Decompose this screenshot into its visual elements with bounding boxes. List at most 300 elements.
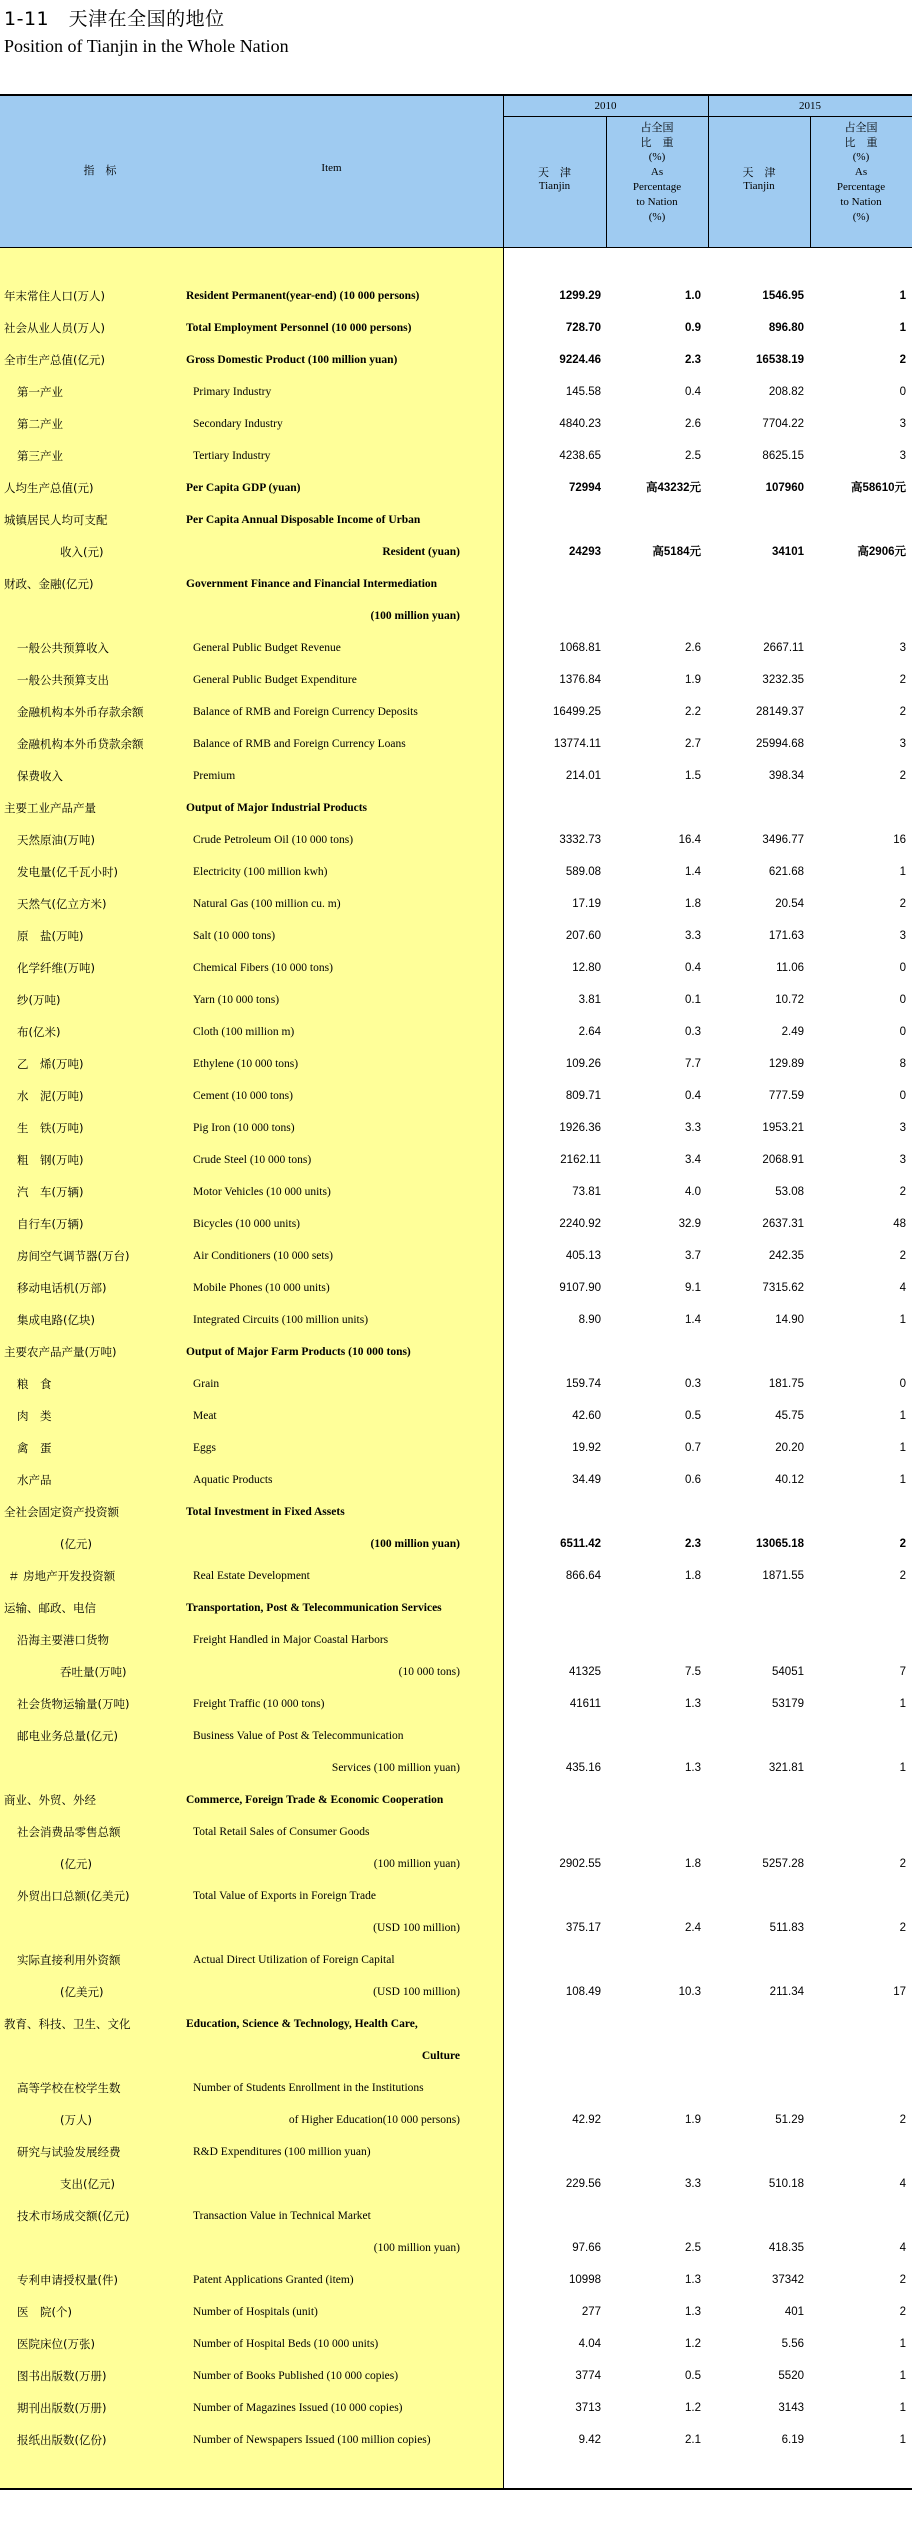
item-en: (USD 100 million) (373, 1922, 460, 1934)
item-en: Number of Magazines Issued (10 000 copies) (193, 2402, 403, 2414)
value-2015: 510.18 (768, 2178, 804, 2190)
value-2015: 2637.31 (762, 1218, 804, 1230)
indicator-cn: 报纸出版数(亿份) (17, 2433, 107, 2447)
table-row (0, 1464, 912, 1496)
table-row (0, 344, 912, 376)
table-row (0, 792, 912, 824)
value-2010: 13774.11 (553, 738, 601, 750)
indicator-cn: 生 铁(万吨) (17, 1121, 84, 1135)
value-2010: 16499.25 (553, 706, 601, 718)
value-2015: 777.59 (768, 1090, 804, 1102)
indicator-cn: 外贸出口总额(亿美元) (17, 1889, 130, 1903)
item-en: Total Retail Sales of Consumer Goods (193, 1826, 370, 1838)
share-2015: 1 (899, 2402, 906, 2414)
indicator-cn: 纱(万吨) (17, 993, 61, 1007)
table-row (0, 1016, 912, 1048)
table-row (0, 1528, 912, 1560)
item-en: Total Employment Personnel (10 000 persons) (186, 322, 412, 334)
indicator-cn: 房间空气调节器(万台) (17, 1249, 130, 1263)
item-en: Resident (yuan) (382, 546, 460, 558)
table-row (0, 1176, 912, 1208)
header-tianjin-2010: 天 津 Tianjin (538, 166, 571, 192)
share-2010: 4.0 (685, 1186, 701, 1198)
item-en: Salt (10 000 tons) (193, 930, 276, 942)
table-row (0, 2200, 912, 2232)
item-en: Freight Traffic (10 000 tons) (193, 1698, 325, 1710)
value-2015: 3496.77 (762, 834, 804, 846)
item-en: Services (100 million yuan) (331, 1762, 460, 1774)
value-2010: 109.26 (565, 1058, 601, 1070)
value-2010: 2.64 (578, 1026, 601, 1038)
table-row (0, 1624, 912, 1656)
value-2010: 19.92 (572, 1442, 601, 1454)
value-2015: 7315.62 (762, 1282, 804, 1294)
item-en: (USD 100 million) (373, 1986, 460, 1998)
item-en: (100 million yuan) (370, 1538, 460, 1550)
share-2015: 0 (899, 994, 906, 1006)
value-2010: 159.74 (565, 1378, 601, 1390)
value-2015: 45.75 (775, 1410, 804, 1422)
share-2010: 1.3 (685, 1698, 701, 1710)
value-2015: 28149.37 (756, 706, 804, 718)
header-share-2015: 占全国 比 重 (%) As Percentage to Nation (%) (836, 121, 886, 223)
value-2010: 809.71 (565, 1090, 601, 1102)
item-en: Air Conditioners (10 000 sets) (193, 1250, 333, 1262)
table-row (0, 2264, 912, 2296)
share-2010: 1.9 (685, 674, 701, 686)
share-2010: 2.5 (685, 450, 701, 462)
table-row (0, 1720, 912, 1752)
item-en: (10 000 tons) (398, 1666, 460, 1678)
item-en: Commerce, Foreign Trade & Economic Cooperation (186, 1794, 444, 1806)
share-2015: 17 (893, 1986, 906, 1998)
header-indicator: 指 标 (83, 164, 117, 177)
share-2015: 7 (899, 1666, 906, 1678)
share-2015: 3 (899, 1154, 906, 1166)
value-2010: 1926.36 (559, 1122, 601, 1134)
share-2010: 2.3 (685, 1538, 701, 1550)
value-2015: 25994.68 (756, 738, 804, 750)
table-row (0, 600, 912, 632)
share-2010: 高43232元 (646, 482, 701, 494)
item-en: Aquatic Products (193, 1474, 273, 1486)
indicator-cn: 移动电话机(万部) (17, 1281, 107, 1295)
share-2010: 1.0 (685, 290, 701, 302)
indicator-cn: 自行车(万辆) (17, 1217, 84, 1231)
value-2015: 2667.11 (763, 642, 804, 654)
value-2015: 11.06 (776, 962, 804, 974)
item-en: Primary Industry (193, 386, 272, 398)
indicator-cn: 禽 蛋 (17, 1441, 52, 1455)
value-2010: 1376.84 (559, 674, 601, 686)
value-2010: 4238.65 (559, 450, 601, 462)
value-2015: 20.20 (775, 1442, 804, 1454)
table-row (0, 1592, 912, 1624)
value-2015: 2.49 (781, 1026, 804, 1038)
value-2015: 321.81 (768, 1762, 804, 1774)
indicator-cn: 集成电路(亿块) (17, 1313, 95, 1327)
table-row (0, 920, 912, 952)
item-en: Culture (421, 2050, 460, 2062)
indicator-cn: 社会货物运输量(万吨) (17, 1697, 130, 1711)
value-2015: 53.08 (775, 1186, 804, 1198)
table-row (0, 1048, 912, 1080)
share-2015: 2 (899, 2114, 906, 2126)
table-row (0, 280, 912, 312)
share-2010: 0.4 (685, 1090, 701, 1102)
value-2010: 214.01 (565, 770, 601, 782)
indicator-cn: 社会消费品零售总额 (17, 1825, 121, 1839)
item-en: Tertiary Industry (193, 450, 271, 462)
item-en: Pig Iron (10 000 tons) (193, 1122, 295, 1134)
value-2015: 16538.19 (756, 354, 804, 366)
item-en: Bicycles (10 000 units) (193, 1218, 300, 1230)
item-en: Transportation, Post & Telecommunication Services (186, 1602, 442, 1614)
value-2010: 41325 (569, 1666, 601, 1678)
table-row (0, 1368, 912, 1400)
share-2015: 3 (899, 450, 906, 462)
item-en: General Public Budget Expenditure (193, 674, 357, 686)
share-2015: 3 (899, 1122, 906, 1134)
item-en: Secondary Industry (193, 418, 283, 430)
indicator-cn: 粗 钢(万吨) (17, 1153, 84, 1167)
item-en: Cement (10 000 tons) (193, 1090, 293, 1102)
value-2015: 51.29 (775, 2114, 804, 2126)
indicator-cn: 布(亿米) (17, 1025, 61, 1039)
share-2015: 1 (899, 2338, 906, 2350)
share-2010: 3.4 (685, 1154, 701, 1166)
table-row (0, 2168, 912, 2200)
indicator-cn: 研究与试验发展经费 (17, 2145, 121, 2159)
item-en: Electricity (100 million kwh) (193, 866, 328, 878)
share-2010: 1.8 (685, 1570, 701, 1582)
item-en: Total Value of Exports in Foreign Trade (193, 1890, 376, 1902)
value-2010: 2902.55 (559, 1858, 601, 1870)
indicator-cn: 粮 食 (17, 1377, 52, 1391)
share-2015: 2 (899, 1250, 906, 1262)
value-2015: 896.80 (768, 322, 804, 334)
value-2010: 207.60 (565, 930, 601, 942)
share-2015: 高58610元 (851, 482, 906, 494)
table-row (0, 408, 912, 440)
indicator-cn: 吞吐量(万吨) (60, 1665, 127, 1679)
value-2010: 9107.90 (559, 1282, 601, 1294)
item-en: Education, Science & Technology, Health Care, (186, 2018, 418, 2030)
share-2015: 1 (899, 290, 906, 302)
indicator-cn: 第二产业 (17, 417, 63, 431)
indicator-cn: 化学纤维(万吨) (17, 961, 95, 975)
table-row (0, 1976, 912, 2008)
value-2010: 229.56 (565, 2178, 601, 2190)
indicator-cn: 城镇居民人均可支配 (4, 513, 108, 527)
share-2010: 1.4 (685, 866, 701, 878)
header-year-2010: 2010 (594, 100, 617, 112)
value-2010: 375.17 (565, 1922, 601, 1934)
share-2010: 32.9 (678, 1218, 701, 1230)
item-en: Output of Major Farm Products (10 000 tons) (186, 1346, 411, 1358)
share-2010: 1.3 (685, 2274, 701, 2286)
indicator-cn: 第三产业 (17, 449, 63, 463)
share-2010: 10.3 (678, 1986, 701, 1998)
item-en: Eggs (193, 1442, 216, 1454)
table-row (0, 2328, 912, 2360)
table-row (0, 440, 912, 472)
value-2015: 5257.28 (762, 1858, 804, 1870)
share-2010: 1.3 (685, 2306, 701, 2318)
table-row (0, 1336, 912, 1368)
value-2015: 171.63 (768, 930, 804, 942)
indicator-cn: 主要农产品产量(万吨) (4, 1345, 117, 1359)
share-2015: 3 (899, 418, 906, 430)
value-2010: 24293 (569, 546, 601, 558)
indicator-cn: 邮电业务总量(亿元) (17, 1729, 118, 1743)
value-2015: 208.82 (768, 386, 804, 398)
table-row (0, 2136, 912, 2168)
item-en: Number of Newspapers Issued (100 million copies) (193, 2434, 431, 2446)
indicator-cn: 水 泥(万吨) (17, 1089, 84, 1103)
table-row (0, 1208, 912, 1240)
indicator-cn: 实际直接利用外资额 (17, 1953, 121, 1967)
share-2010: 3.7 (685, 1250, 701, 1262)
value-2010: 2162.11 (560, 1154, 601, 1166)
item-en: Number of Hospitals (unit) (193, 2306, 318, 2318)
share-2015: 48 (893, 1218, 906, 1230)
item-en: Total Investment in Fixed Assets (186, 1506, 345, 1518)
table-row (0, 856, 912, 888)
share-2010: 2.5 (685, 2242, 701, 2254)
value-2010: 108.49 (565, 1986, 601, 1998)
table-row (0, 1752, 912, 1784)
indicator-cn: 期刊出版数(万册) (17, 2401, 107, 2415)
indicator-cn: 汽 车(万辆) (17, 1185, 84, 1199)
table-row (0, 728, 912, 760)
share-2015: 0 (899, 1378, 906, 1390)
indicator-cn: 金融机构本外币贷款余额 (17, 737, 144, 751)
item-en: Cloth (100 million m) (193, 1026, 295, 1038)
table-row (0, 1560, 912, 1592)
indicator-cn: 全社会固定资产投资额 (4, 1505, 119, 1519)
indicator-cn: 收入(元) (60, 545, 104, 559)
share-2010: 1.8 (685, 1858, 701, 1870)
value-2010: 42.60 (572, 1410, 601, 1422)
value-2015: 7704.22 (762, 418, 804, 430)
table-body (0, 248, 912, 2456)
value-2010: 3332.73 (559, 834, 601, 846)
table-row (0, 472, 912, 504)
share-2015: 2 (899, 2274, 906, 2286)
statistics-table (0, 94, 912, 2490)
indicator-cn: 第一产业 (17, 385, 63, 399)
table-row (0, 1272, 912, 1304)
indicator-cn: 天然原油(万吨) (17, 833, 95, 847)
share-2010: 3.3 (685, 2178, 701, 2190)
indicator-cn: 乙 烯(万吨) (17, 1057, 84, 1071)
table-title-cn: 1-11 天津在全国的地位 (4, 8, 225, 30)
indicator-cn: 运输、邮政、电信 (4, 1601, 96, 1615)
item-en: Actual Direct Utilization of Foreign Capital (193, 1954, 395, 1966)
table-row (0, 632, 912, 664)
value-2015: 511.83 (769, 1922, 804, 1934)
value-2015: 211.34 (769, 1986, 804, 1998)
table-row (0, 1496, 912, 1528)
table-row (0, 2360, 912, 2392)
share-2015: 1 (899, 1410, 906, 1422)
share-2010: 1.9 (685, 2114, 701, 2126)
table-row (0, 2008, 912, 2040)
indicator-cn: 人均生产总值(元) (4, 481, 94, 495)
item-en: Number of Hospital Beds (10 000 units) (193, 2338, 379, 2350)
value-2010: 41611 (569, 1698, 601, 1710)
share-2010: 高5184元 (652, 546, 701, 558)
value-2010: 3.81 (578, 994, 601, 1006)
share-2010: 0.5 (685, 2370, 701, 2382)
share-2015: 1 (899, 866, 906, 878)
share-2015: 2 (899, 1570, 906, 1582)
share-2010: 1.4 (685, 1314, 701, 1326)
value-2010: 1299.29 (559, 290, 601, 302)
share-2015: 1 (899, 1474, 906, 1486)
table-row (0, 824, 912, 856)
item-en: Motor Vehicles (10 000 units) (193, 1186, 331, 1198)
indicator-cn: (亿美元) (60, 1985, 104, 1999)
table-row (0, 248, 912, 280)
table-row (0, 1848, 912, 1880)
value-2010: 728.70 (565, 322, 601, 334)
table-row (0, 1240, 912, 1272)
value-2015: 34101 (772, 546, 804, 558)
table-row (0, 1304, 912, 1336)
share-2015: 1 (899, 1442, 906, 1454)
value-2010: 4.04 (578, 2338, 601, 2350)
value-2015: 10.72 (775, 994, 804, 1006)
share-2010: 1.2 (685, 2402, 701, 2414)
item-en: Integrated Circuits (100 million units) (193, 1314, 369, 1326)
value-2010: 12.80 (572, 962, 601, 974)
share-2010: 1.8 (685, 898, 701, 910)
value-2015: 181.75 (768, 1378, 804, 1390)
value-2010: 3713 (575, 2402, 601, 2414)
share-2015: 3 (899, 738, 906, 750)
indicator-cn: 图书出版数(万册) (17, 2369, 107, 2383)
share-2010: 0.3 (685, 1026, 701, 1038)
indicator-cn: 支出(亿元) (60, 2177, 115, 2191)
table-row (0, 984, 912, 1016)
item-en: (100 million yuan) (373, 2242, 460, 2254)
value-2010: 73.81 (572, 1186, 601, 1198)
value-2010: 6511.42 (560, 1538, 601, 1550)
header-year-2015: 2015 (799, 100, 821, 112)
indicator-cn: (亿元) (60, 1537, 92, 1551)
share-2015: 4 (899, 1282, 906, 1294)
value-2015: 2068.91 (762, 1154, 804, 1166)
table-row (0, 888, 912, 920)
value-2010: 3774 (575, 2370, 601, 2382)
item-en: Premium (193, 770, 236, 782)
indicator-cn: ＃ 房地产开发投资额 (8, 1569, 116, 1583)
item-en: Yarn (10 000 tons) (193, 994, 280, 1006)
indicator-cn: 天然气(亿立方米) (17, 897, 107, 911)
table-row (0, 2040, 912, 2072)
indicator-cn: 金融机构本外币存款余额 (17, 705, 144, 719)
header-item: Item (321, 162, 342, 174)
item-en: Mobile Phones (10 000 units) (193, 1282, 330, 1294)
indicator-cn: 教育、科技、卫生、文化 (4, 2017, 131, 2031)
share-2010: 0.6 (685, 1474, 701, 1486)
value-2015: 3143 (778, 2402, 804, 2414)
item-en: Business Value of Post & Telecommunication (193, 1730, 404, 1742)
share-2010: 0.9 (685, 322, 701, 334)
share-2010: 7.7 (685, 1058, 701, 1070)
share-2010: 2.1 (685, 2434, 701, 2446)
item-en: Balance of RMB and Foreign Currency Deposits (193, 706, 418, 718)
table-row (0, 1656, 912, 1688)
share-2015: 0 (899, 1026, 906, 1038)
value-2010: 2240.92 (559, 1218, 601, 1230)
indicator-cn: 商业、外贸、外经 (4, 1793, 96, 1807)
item-en: Grain (193, 1378, 220, 1390)
table-row (0, 2392, 912, 2424)
table-row (0, 1688, 912, 1720)
value-2010: 145.58 (565, 386, 601, 398)
item-en: Natural Gas (100 million cu. m) (193, 898, 341, 910)
table-row (0, 952, 912, 984)
value-2010: 9.42 (578, 2434, 601, 2446)
share-2010: 2.6 (685, 418, 701, 430)
item-en: Per Capita Annual Disposable Income of Urban (186, 514, 421, 526)
item-en: Number of Books Published (10 000 copies) (193, 2370, 399, 2382)
indicator-cn: 发电量(亿千瓦小时) (17, 865, 118, 879)
value-2015: 8625.15 (762, 450, 804, 462)
item-en: Crude Steel (10 000 tons) (193, 1154, 312, 1166)
value-2015: 1953.21 (762, 1122, 804, 1134)
value-2010: 72994 (569, 482, 601, 494)
table-row (0, 1944, 912, 1976)
item-en: (100 million yuan) (373, 1858, 460, 1870)
share-2015: 0 (899, 386, 906, 398)
value-2010: 17.19 (572, 898, 601, 910)
table-title-en: Position of Tianjin in the Whole Nation (4, 36, 289, 56)
indicator-cn: 技术市场成交额(亿元) (17, 2209, 130, 2223)
indicator-cn: 一般公共预算收入 (17, 641, 109, 655)
value-2010: 34.49 (572, 1474, 601, 1486)
share-2015: 2 (899, 1538, 906, 1550)
table-row (0, 2104, 912, 2136)
share-2015: 1 (899, 1314, 906, 1326)
share-2015: 4 (899, 2178, 906, 2190)
share-2010: 2.7 (685, 738, 701, 750)
table-row (0, 2072, 912, 2104)
item-en: Resident Permanent(year-end) (10 000 persons) (186, 290, 420, 302)
item-en: (100 million yuan) (370, 610, 460, 622)
share-2015: 1 (899, 2370, 906, 2382)
value-2015: 129.89 (768, 1058, 804, 1070)
table-row (0, 376, 912, 408)
share-2015: 0 (899, 962, 906, 974)
value-2015: 20.54 (775, 898, 804, 910)
value-2010: 435.16 (565, 1762, 601, 1774)
item-en: Transaction Value in Technical Market (193, 2210, 371, 2222)
item-en: Freight Handled in Major Coastal Harbors (193, 1634, 389, 1646)
table-row (0, 568, 912, 600)
indicator-cn: 专利申请授权量(件) (17, 2273, 118, 2287)
share-2010: 1.5 (685, 770, 701, 782)
share-2015: 1 (899, 1698, 906, 1710)
table-row (0, 1144, 912, 1176)
table-row (0, 2232, 912, 2264)
table-row (0, 1112, 912, 1144)
share-2015: 8 (899, 1058, 906, 1070)
table-row (0, 1080, 912, 1112)
